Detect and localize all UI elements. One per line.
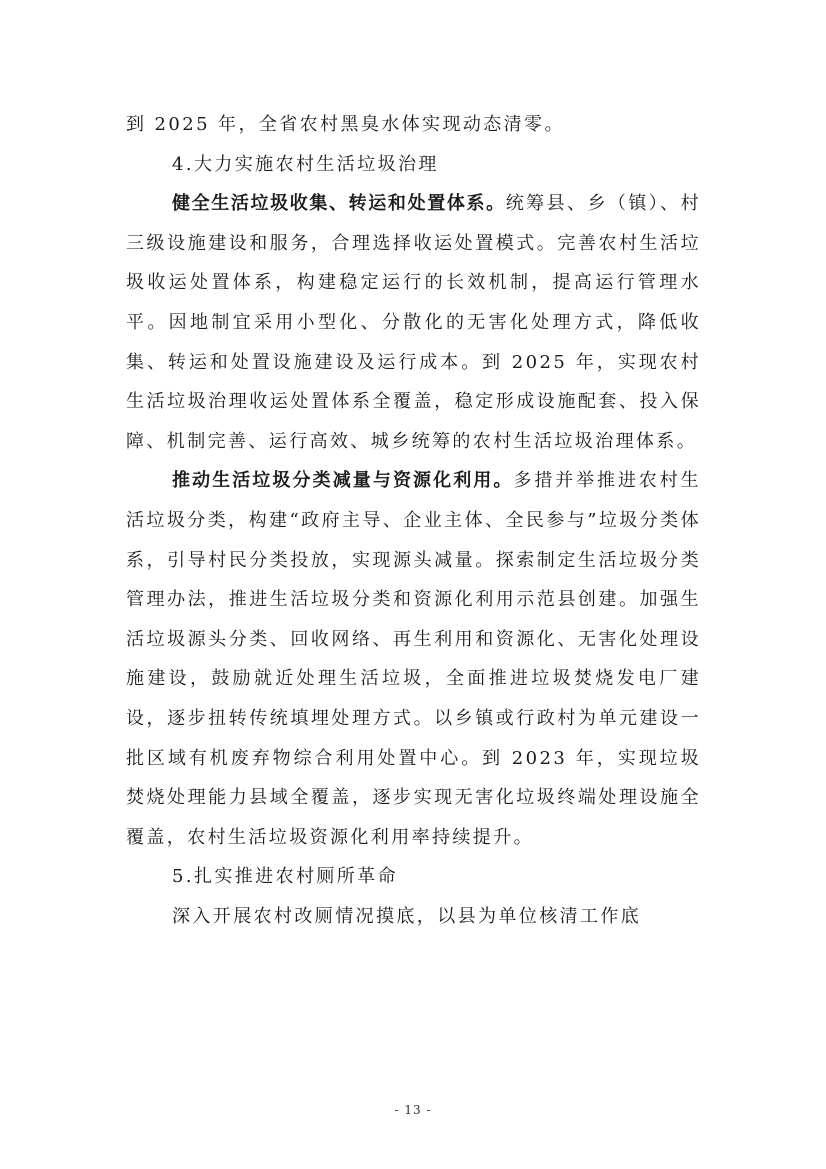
section-heading-4-text: 4.大力实施农村生活垃圾治理 xyxy=(172,153,439,175)
paragraph-1-text: 到 2025 年，全省农村黑臭水体实现动态清零。 xyxy=(126,114,565,135)
paragraph-4 xyxy=(126,461,701,857)
section-heading-4 xyxy=(126,145,701,185)
paragraph-3 xyxy=(126,184,701,461)
paragraph-4-lead: 推动生活垃圾分类减量与资源化利用。 xyxy=(172,470,514,492)
paragraph-1 xyxy=(126,105,701,145)
paragraph-3-lead: 健全生活垃圾收集、转运和处置体系。 xyxy=(172,193,506,215)
page-body xyxy=(126,105,701,936)
page-number: - 13 - xyxy=(394,1103,432,1117)
section-heading-5 xyxy=(126,857,701,897)
paragraph-6 xyxy=(126,897,701,937)
paragraph-3-text: 统筹县、乡（镇）、村三级设施建设和服务，合理选择收运处置模式。完善农村生活垃圾收运处置体系，构建稳定运行的长效机制，提高运行管理水平。因地制宜采用小型化、分散化的无害化处理方式，降低收集、转运和处置设施建设及运行成本。到 2025 年，实现农村生活垃圾治理收运处置体系全覆盖，稳定形成设施配套、投入保障、机制完善、运行高效、城乡统筹的农村生活垃圾治理体系。 xyxy=(126,193,702,452)
section-heading-5-text: 5.扎实推进农村厕所革命 xyxy=(172,866,398,888)
paragraph-6-text: 深入开展农村改厕情况摸底，以县为单位核清工作底 xyxy=(172,905,642,927)
paragraph-4-text: 多措并举推进农村生活垃圾分类，构建“政府主导、企业主体、全民参与”垃圾分类体系，引导村民分类投放，实现源头减量。探索制定生活垃圾分类管理办法，推进生活垃圾分类和资源化利用示范县创建。加强生活垃圾源头分类、回收网络、再生利用和资源化、无害化处理设施建设，鼓励就近处理生活垃圾，全面推进垃圾焚烧发电厂建设，逐步扭转传统填埋处理方式。以乡镇或行政村为单元建设一批区域有机废弃物综合利用处置中心。到 2023 年，实现垃圾焚烧处理能力县域全覆盖，逐步实现无害化垃圾终端处理设施全覆盖，农村生活垃圾资源化利用率持续提升。 xyxy=(126,470,701,848)
